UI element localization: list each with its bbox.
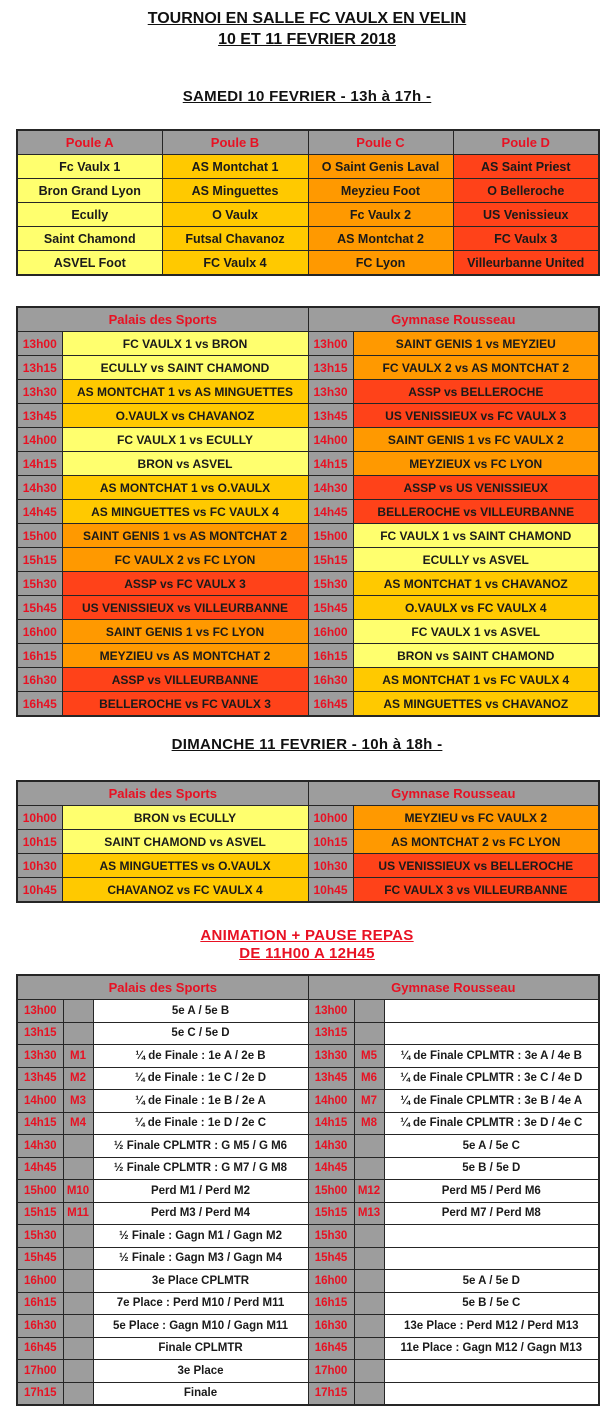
match-code-cell bbox=[354, 1337, 384, 1360]
time-cell: 13h30 bbox=[17, 380, 62, 404]
match-cell: SAINT GENIS 1 vs FC VAULX 2 bbox=[353, 428, 599, 452]
venue-right-header: Gymnase Rousseau bbox=[308, 975, 599, 1000]
match-code-cell: M6 bbox=[354, 1067, 384, 1090]
match-desc-cell: ¼ de Finale : 1e A / 2e B bbox=[93, 1045, 308, 1068]
match-desc-cell: 5e B / 5e D bbox=[384, 1157, 599, 1180]
match-cell: AS MONTCHAT 1 vs FC VAULX 4 bbox=[353, 668, 599, 692]
match-cell: AS MONTCHAT 2 vs FC LYON bbox=[353, 830, 599, 854]
match-desc-cell bbox=[384, 1360, 599, 1383]
venues-header-row bbox=[17, 975, 599, 1000]
venue-right-header: Gymnase Rousseau bbox=[308, 781, 599, 806]
time-cell: 10h15 bbox=[17, 830, 62, 854]
time-cell: 15h15 bbox=[17, 1202, 63, 1225]
time-cell: 13h30 bbox=[308, 380, 353, 404]
match-code-cell bbox=[63, 1270, 93, 1293]
time-cell: 13h45 bbox=[308, 404, 353, 428]
time-cell: 15h00 bbox=[308, 1180, 354, 1203]
pools-row bbox=[17, 227, 599, 251]
time-cell: 15h30 bbox=[308, 1225, 354, 1248]
pool-c-team-cell: AS Montchat 2 bbox=[308, 227, 453, 251]
animation-heading bbox=[0, 927, 614, 963]
match-code-cell bbox=[354, 1315, 384, 1338]
match-cell: SAINT GENIS 1 vs AS MONTCHAT 2 bbox=[62, 524, 308, 548]
saturday-match-row bbox=[17, 500, 599, 524]
finals-row bbox=[17, 1157, 599, 1180]
pool-d-team-cell: US Venissieux bbox=[453, 203, 599, 227]
match-desc-cell: 5e A / 5e B bbox=[93, 1000, 308, 1023]
pools-row bbox=[17, 203, 599, 227]
time-cell: 16h30 bbox=[308, 1315, 354, 1338]
time-cell: 13h45 bbox=[308, 1067, 354, 1090]
match-cell: FC VAULX 2 vs FC LYON bbox=[62, 548, 308, 572]
time-cell: 10h45 bbox=[308, 878, 353, 903]
match-desc-cell bbox=[384, 1022, 599, 1045]
sunday-match-row bbox=[17, 878, 599, 903]
time-cell: 14h45 bbox=[308, 1157, 354, 1180]
time-cell: 15h15 bbox=[308, 1202, 354, 1225]
match-cell: SAINT CHAMOND vs ASVEL bbox=[62, 830, 308, 854]
time-cell: 16h45 bbox=[17, 1337, 63, 1360]
pools-header-row bbox=[17, 130, 599, 155]
sunday-match-row bbox=[17, 806, 599, 830]
match-desc-cell: Finale CPLMTR bbox=[93, 1337, 308, 1360]
pool-a-team-cell: Fc Vaulx 1 bbox=[17, 155, 162, 179]
pool-c-header: Poule C bbox=[308, 130, 453, 155]
title-line-1: TOURNOI EN SALLE FC VAULX EN VELIN bbox=[147, 10, 467, 27]
time-cell: 13h00 bbox=[17, 1000, 63, 1023]
time-cell: 17h15 bbox=[17, 1382, 63, 1405]
match-desc-cell: 11e Place : Gagn M12 / Gagn M13 bbox=[384, 1337, 599, 1360]
pool-b-header: Poule B bbox=[162, 130, 308, 155]
match-cell: FC VAULX 1 vs ECULLY bbox=[62, 428, 308, 452]
time-cell: 16h30 bbox=[17, 668, 62, 692]
match-cell: AS MONTCHAT 1 vs O.VAULX bbox=[62, 476, 308, 500]
match-code-cell: M8 bbox=[354, 1112, 384, 1135]
time-cell: 13h15 bbox=[308, 1022, 354, 1045]
page bbox=[0, 8, 614, 1400]
match-code-cell: M7 bbox=[354, 1090, 384, 1113]
saturday-match-row bbox=[17, 332, 599, 356]
match-code-cell bbox=[354, 1135, 384, 1158]
match-code-cell bbox=[354, 1022, 384, 1045]
match-cell: AS MONTCHAT 1 vs AS MINGUETTES bbox=[62, 380, 308, 404]
pool-a-team-cell: Bron Grand Lyon bbox=[17, 179, 162, 203]
match-cell: US VENISSIEUX vs BELLEROCHE bbox=[353, 854, 599, 878]
document-title bbox=[0, 8, 614, 50]
match-cell: SAINT GENIS 1 vs MEYZIEU bbox=[353, 332, 599, 356]
time-cell: 17h00 bbox=[308, 1360, 354, 1383]
match-cell: ASSP vs US VENISSIEUX bbox=[353, 476, 599, 500]
time-cell: 14h45 bbox=[17, 500, 62, 524]
pools-row bbox=[17, 179, 599, 203]
pool-c-team-cell: O Saint Genis Laval bbox=[308, 155, 453, 179]
time-cell: 10h15 bbox=[308, 830, 353, 854]
match-desc-cell bbox=[384, 1225, 599, 1248]
match-cell: BELLEROCHE vs VILLEURBANNE bbox=[353, 500, 599, 524]
pool-c-team-cell: Meyzieu Foot bbox=[308, 179, 453, 203]
time-cell: 16h15 bbox=[308, 1292, 354, 1315]
match-cell: AS MINGUETTES vs FC VAULX 4 bbox=[62, 500, 308, 524]
saturday-match-row bbox=[17, 548, 599, 572]
match-desc-cell: ½ Finale : Gagn M3 / Gagn M4 bbox=[93, 1247, 308, 1270]
match-cell: O.VAULX vs CHAVANOZ bbox=[62, 404, 308, 428]
title-line-2: 10 ET 11 FEVRIER 2018 bbox=[218, 31, 396, 48]
match-cell: FC VAULX 3 vs VILLEURBANNE bbox=[353, 878, 599, 903]
time-cell: 16h00 bbox=[308, 1270, 354, 1293]
match-code-cell: M4 bbox=[63, 1112, 93, 1135]
match-cell: US VENISSIEUX vs FC VAULX 3 bbox=[353, 404, 599, 428]
time-cell: 16h30 bbox=[17, 1315, 63, 1338]
match-code-cell bbox=[354, 1382, 384, 1405]
match-desc-cell: 5e Place : Gagn M10 / Gagn M11 bbox=[93, 1315, 308, 1338]
time-cell: 10h30 bbox=[17, 854, 62, 878]
pool-c-team-cell: FC Lyon bbox=[308, 251, 453, 276]
time-cell: 14h45 bbox=[308, 500, 353, 524]
match-cell: BRON vs ECULLY bbox=[62, 806, 308, 830]
time-cell: 14h15 bbox=[308, 452, 353, 476]
time-cell: 14h30 bbox=[308, 1135, 354, 1158]
saturday-match-row bbox=[17, 644, 599, 668]
match-cell: AS MINGUETTES vs CHAVANOZ bbox=[353, 692, 599, 717]
time-cell: 16h00 bbox=[17, 620, 62, 644]
match-code-cell bbox=[63, 1315, 93, 1338]
time-cell: 14h30 bbox=[17, 476, 62, 500]
time-cell: 14h00 bbox=[308, 1090, 354, 1113]
finals-row bbox=[17, 1225, 599, 1248]
time-cell: 14h30 bbox=[17, 1135, 63, 1158]
match-desc-cell: ¼ de Finale : 1e D / 2e C bbox=[93, 1112, 308, 1135]
saturday-match-row bbox=[17, 380, 599, 404]
time-cell: 13h30 bbox=[17, 1045, 63, 1068]
match-desc-cell: ¼ de Finale CPLMTR : 3e A / 4e B bbox=[384, 1045, 599, 1068]
saturday-match-row bbox=[17, 452, 599, 476]
match-cell: BRON vs SAINT CHAMOND bbox=[353, 644, 599, 668]
finals-row bbox=[17, 1022, 599, 1045]
match-desc-cell: 5e B / 5e C bbox=[384, 1292, 599, 1315]
match-code-cell bbox=[63, 1360, 93, 1383]
time-cell: 17h00 bbox=[17, 1360, 63, 1383]
finals-row bbox=[17, 1202, 599, 1225]
time-cell: 15h15 bbox=[17, 548, 62, 572]
match-cell: MEYZIEUX vs FC LYON bbox=[353, 452, 599, 476]
animation-line-1: ANIMATION + PAUSE REPAS bbox=[200, 927, 414, 944]
match-code-cell: M5 bbox=[354, 1045, 384, 1068]
time-cell: 15h30 bbox=[308, 572, 353, 596]
finals-row bbox=[17, 1292, 599, 1315]
pool-b-team-cell: Futsal Chavanoz bbox=[162, 227, 308, 251]
match-desc-cell: Finale bbox=[93, 1382, 308, 1405]
match-desc-cell bbox=[384, 1000, 599, 1023]
time-cell: 10h00 bbox=[17, 806, 62, 830]
match-cell: FC VAULX 1 vs BRON bbox=[62, 332, 308, 356]
saturday-match-row bbox=[17, 596, 599, 620]
pool-a-team-cell: Saint Chamond bbox=[17, 227, 162, 251]
time-cell: 13h15 bbox=[17, 1022, 63, 1045]
time-cell: 14h00 bbox=[17, 428, 62, 452]
match-code-cell bbox=[354, 1247, 384, 1270]
time-cell: 13h15 bbox=[17, 356, 62, 380]
pools-table bbox=[16, 129, 600, 276]
finals-row bbox=[17, 1315, 599, 1338]
time-cell: 14h15 bbox=[17, 1112, 63, 1135]
match-cell: FC VAULX 2 vs AS MONTCHAT 2 bbox=[353, 356, 599, 380]
match-desc-cell: Perd M7 / Perd M8 bbox=[384, 1202, 599, 1225]
pool-c-team-cell: Fc Vaulx 2 bbox=[308, 203, 453, 227]
match-cell: ASSP vs FC VAULX 3 bbox=[62, 572, 308, 596]
match-cell: SAINT GENIS 1 vs FC LYON bbox=[62, 620, 308, 644]
match-desc-cell: ¼ de Finale CPLMTR : 3e C / 4e D bbox=[384, 1067, 599, 1090]
finals-row bbox=[17, 1247, 599, 1270]
venue-left-header: Palais des Sports bbox=[17, 781, 308, 806]
match-cell: MEYZIEU vs AS MONTCHAT 2 bbox=[62, 644, 308, 668]
pool-a-team-cell: ASVEL Foot bbox=[17, 251, 162, 276]
time-cell: 15h45 bbox=[17, 1247, 63, 1270]
match-cell: US VENISSIEUX vs VILLEURBANNE bbox=[62, 596, 308, 620]
time-cell: 15h00 bbox=[308, 524, 353, 548]
match-desc-cell bbox=[384, 1382, 599, 1405]
pool-b-team-cell: AS Minguettes bbox=[162, 179, 308, 203]
time-cell: 16h45 bbox=[17, 692, 62, 717]
saturday-match-row bbox=[17, 692, 599, 717]
match-code-cell bbox=[63, 1157, 93, 1180]
venue-left-header: Palais des Sports bbox=[17, 307, 308, 332]
match-desc-cell: Perd M1 / Perd M2 bbox=[93, 1180, 308, 1203]
saturday-match-row bbox=[17, 668, 599, 692]
pool-d-team-cell: O Belleroche bbox=[453, 179, 599, 203]
match-code-cell bbox=[63, 1000, 93, 1023]
match-cell: BRON vs ASVEL bbox=[62, 452, 308, 476]
saturday-match-row bbox=[17, 404, 599, 428]
match-desc-cell: 3e Place CPLMTR bbox=[93, 1270, 308, 1293]
time-cell: 15h45 bbox=[17, 596, 62, 620]
time-cell: 10h00 bbox=[308, 806, 353, 830]
time-cell: 10h30 bbox=[308, 854, 353, 878]
time-cell: 17h15 bbox=[308, 1382, 354, 1405]
time-cell: 15h30 bbox=[17, 572, 62, 596]
match-code-cell bbox=[63, 1292, 93, 1315]
match-cell: ASSP vs BELLEROCHE bbox=[353, 380, 599, 404]
finals-schedule-table bbox=[16, 974, 600, 1406]
match-code-cell bbox=[354, 1157, 384, 1180]
time-cell: 16h15 bbox=[308, 644, 353, 668]
pools-row bbox=[17, 251, 599, 276]
pool-a-team-cell: Ecully bbox=[17, 203, 162, 227]
time-cell: 16h00 bbox=[308, 620, 353, 644]
sunday-match-row bbox=[17, 854, 599, 878]
match-code-cell: M12 bbox=[354, 1180, 384, 1203]
venue-right-header: Gymnase Rousseau bbox=[308, 307, 599, 332]
pool-b-team-cell: O Vaulx bbox=[162, 203, 308, 227]
match-code-cell bbox=[354, 1270, 384, 1293]
match-code-cell bbox=[63, 1022, 93, 1045]
time-cell: 13h45 bbox=[17, 404, 62, 428]
match-cell: BELLEROCHE vs FC VAULX 3 bbox=[62, 692, 308, 717]
time-cell: 13h30 bbox=[308, 1045, 354, 1068]
pool-a-header: Poule A bbox=[17, 130, 162, 155]
time-cell: 16h30 bbox=[308, 668, 353, 692]
time-cell: 15h45 bbox=[308, 1247, 354, 1270]
match-desc-cell: ¼ de Finale CPLMTR : 3e B / 4e A bbox=[384, 1090, 599, 1113]
match-desc-cell: 5e A / 5e D bbox=[384, 1270, 599, 1293]
time-cell: 16h00 bbox=[17, 1270, 63, 1293]
sunday-heading: DIMANCHE 11 FEVRIER - 10h à 18h - bbox=[171, 736, 443, 753]
time-cell: 16h45 bbox=[308, 1337, 354, 1360]
match-desc-cell: ¼ de Finale CPLMTR : 3e D / 4e C bbox=[384, 1112, 599, 1135]
match-desc-cell: ¼ de Finale : 1e B / 2e A bbox=[93, 1090, 308, 1113]
match-cell: FC VAULX 1 vs SAINT CHAMOND bbox=[353, 524, 599, 548]
saturday-match-row bbox=[17, 476, 599, 500]
match-cell: ECULLY vs ASVEL bbox=[353, 548, 599, 572]
time-cell: 14h15 bbox=[308, 1112, 354, 1135]
match-cell: ASSP vs VILLEURBANNE bbox=[62, 668, 308, 692]
time-cell: 16h15 bbox=[17, 644, 62, 668]
time-cell: 16h15 bbox=[17, 1292, 63, 1315]
match-desc-cell: Perd M3 / Perd M4 bbox=[93, 1202, 308, 1225]
pool-d-team-cell: AS Saint Priest bbox=[453, 155, 599, 179]
finals-row bbox=[17, 1360, 599, 1383]
match-code-cell bbox=[354, 1000, 384, 1023]
time-cell: 13h15 bbox=[308, 356, 353, 380]
finals-row bbox=[17, 1270, 599, 1293]
time-cell: 13h00 bbox=[308, 332, 353, 356]
finals-row bbox=[17, 1337, 599, 1360]
match-cell: CHAVANOZ vs FC VAULX 4 bbox=[62, 878, 308, 903]
pool-b-team-cell: FC Vaulx 4 bbox=[162, 251, 308, 276]
time-cell: 15h45 bbox=[308, 596, 353, 620]
match-code-cell: M11 bbox=[63, 1202, 93, 1225]
time-cell: 14h15 bbox=[17, 452, 62, 476]
animation-line-2: DE 11H00 A 12H45 bbox=[239, 945, 375, 962]
match-desc-cell: 13e Place : Perd M12 / Perd M13 bbox=[384, 1315, 599, 1338]
match-desc-cell: ½ Finale CPLMTR : G M5 / G M6 bbox=[93, 1135, 308, 1158]
match-cell: MEYZIEU vs FC VAULX 2 bbox=[353, 806, 599, 830]
time-cell: 14h30 bbox=[308, 476, 353, 500]
match-desc-cell: 7e Place : Perd M10 / Perd M11 bbox=[93, 1292, 308, 1315]
match-cell: ECULLY vs SAINT CHAMOND bbox=[62, 356, 308, 380]
sunday-schedule-table bbox=[16, 780, 600, 903]
time-cell: 13h45 bbox=[17, 1067, 63, 1090]
finals-row bbox=[17, 1090, 599, 1113]
match-code-cell: M3 bbox=[63, 1090, 93, 1113]
finals-row bbox=[17, 1180, 599, 1203]
saturday-match-row bbox=[17, 356, 599, 380]
time-cell: 15h30 bbox=[17, 1225, 63, 1248]
match-code-cell bbox=[63, 1135, 93, 1158]
finals-row bbox=[17, 1000, 599, 1023]
match-desc-cell bbox=[384, 1247, 599, 1270]
match-code-cell: M10 bbox=[63, 1180, 93, 1203]
match-code-cell: M2 bbox=[63, 1067, 93, 1090]
saturday-schedule-table bbox=[16, 306, 600, 717]
saturday-match-row bbox=[17, 620, 599, 644]
time-cell: 14h00 bbox=[17, 1090, 63, 1113]
finals-row bbox=[17, 1382, 599, 1405]
pool-d-header: Poule D bbox=[453, 130, 599, 155]
match-code-cell bbox=[63, 1225, 93, 1248]
pools-row bbox=[17, 155, 599, 179]
venues-header-row bbox=[17, 781, 599, 806]
match-code-cell bbox=[63, 1337, 93, 1360]
saturday-heading: SAMEDI 10 FEVRIER - 13h à 17h - bbox=[182, 88, 432, 105]
time-cell: 15h00 bbox=[17, 524, 62, 548]
match-cell: O.VAULX vs FC VAULX 4 bbox=[353, 596, 599, 620]
match-desc-cell: ½ Finale CPLMTR : G M7 / G M8 bbox=[93, 1157, 308, 1180]
saturday-match-row bbox=[17, 572, 599, 596]
finals-row bbox=[17, 1135, 599, 1158]
match-cell: AS MINGUETTES vs O.VAULX bbox=[62, 854, 308, 878]
time-cell: 15h00 bbox=[17, 1180, 63, 1203]
pool-d-team-cell: FC Vaulx 3 bbox=[453, 227, 599, 251]
finals-row bbox=[17, 1067, 599, 1090]
match-code-cell bbox=[354, 1292, 384, 1315]
saturday-match-row bbox=[17, 428, 599, 452]
match-cell: AS MONTCHAT 1 vs CHAVANOZ bbox=[353, 572, 599, 596]
venues-header-row bbox=[17, 307, 599, 332]
saturday-match-row bbox=[17, 524, 599, 548]
time-cell: 14h45 bbox=[17, 1157, 63, 1180]
match-desc-cell: 5e C / 5e D bbox=[93, 1022, 308, 1045]
match-code-cell bbox=[63, 1247, 93, 1270]
venue-left-header: Palais des Sports bbox=[17, 975, 308, 1000]
match-code-cell bbox=[354, 1360, 384, 1383]
match-desc-cell: ½ Finale : Gagn M1 / Gagn M2 bbox=[93, 1225, 308, 1248]
match-cell: FC VAULX 1 vs ASVEL bbox=[353, 620, 599, 644]
time-cell: 16h45 bbox=[308, 692, 353, 717]
match-code-cell: M1 bbox=[63, 1045, 93, 1068]
match-code-cell: M13 bbox=[354, 1202, 384, 1225]
pool-d-team-cell: Villeurbanne United bbox=[453, 251, 599, 276]
match-desc-cell: ¼ de Finale : 1e C / 2e D bbox=[93, 1067, 308, 1090]
sunday-match-row bbox=[17, 830, 599, 854]
match-code-cell bbox=[63, 1382, 93, 1405]
pool-b-team-cell: AS Montchat 1 bbox=[162, 155, 308, 179]
match-desc-cell: 3e Place bbox=[93, 1360, 308, 1383]
time-cell: 15h15 bbox=[308, 548, 353, 572]
time-cell: 13h00 bbox=[308, 1000, 354, 1023]
finals-row bbox=[17, 1112, 599, 1135]
match-code-cell bbox=[354, 1225, 384, 1248]
finals-row bbox=[17, 1045, 599, 1068]
time-cell: 10h45 bbox=[17, 878, 62, 903]
match-desc-cell: 5e A / 5e C bbox=[384, 1135, 599, 1158]
match-desc-cell: Perd M5 / Perd M6 bbox=[384, 1180, 599, 1203]
time-cell: 13h00 bbox=[17, 332, 62, 356]
time-cell: 14h00 bbox=[308, 428, 353, 452]
